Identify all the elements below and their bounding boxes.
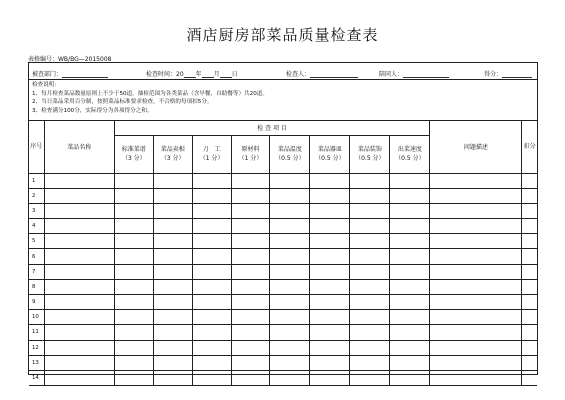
- entry-cell[interactable]: [192, 234, 231, 249]
- entry-cell[interactable]: [310, 173, 350, 188]
- entry-cell[interactable]: [390, 295, 430, 310]
- entry-cell[interactable]: [430, 234, 522, 249]
- inspection-sheet: [28, 62, 538, 382]
- inspector-label: 检查人：: [286, 71, 311, 78]
- entry-cell[interactable]: [231, 219, 270, 234]
- entry-cell[interactable]: [310, 310, 350, 325]
- entry-cell[interactable]: [310, 325, 350, 340]
- entry-cell[interactable]: [44, 340, 114, 355]
- entry-cell[interactable]: [350, 340, 390, 355]
- entry-cell[interactable]: [44, 188, 114, 203]
- year-blank[interactable]: [184, 72, 196, 78]
- row-number: 6: [29, 249, 44, 264]
- entry-cell[interactable]: [44, 325, 114, 340]
- entry-cell[interactable]: [231, 295, 270, 310]
- entry-cell[interactable]: [231, 264, 270, 279]
- entry-cell[interactable]: [270, 310, 310, 325]
- table-row: [29, 264, 537, 279]
- entry-cell[interactable]: [231, 310, 270, 325]
- entry-cell[interactable]: [114, 234, 153, 249]
- table-body: [29, 173, 537, 386]
- entry-cell[interactable]: [270, 203, 310, 218]
- entry-cell[interactable]: [270, 279, 310, 294]
- row-number: 4: [29, 219, 44, 234]
- row-number: 7: [29, 264, 44, 279]
- inspector-blank[interactable]: [310, 72, 358, 78]
- seq-header: 序号: [29, 121, 44, 173]
- entry-cell[interactable]: [153, 355, 192, 370]
- entry-cell[interactable]: [430, 188, 522, 203]
- entry-cell[interactable]: [270, 325, 310, 340]
- department-field: [32, 69, 108, 78]
- entry-cell[interactable]: [153, 203, 192, 218]
- entry-cell[interactable]: [153, 249, 192, 264]
- department-blank[interactable]: [62, 72, 108, 78]
- entry-cell[interactable]: [430, 264, 522, 279]
- entry-cell[interactable]: [310, 203, 350, 218]
- entry-cell[interactable]: [114, 173, 153, 188]
- entry-cell[interactable]: [430, 173, 522, 188]
- day-label: 日: [231, 71, 238, 78]
- entry-cell[interactable]: [390, 340, 430, 355]
- entry-cell[interactable]: [231, 249, 270, 264]
- entry-cell[interactable]: [350, 219, 390, 234]
- entry-cell[interactable]: [310, 295, 350, 310]
- entry-cell[interactable]: [44, 279, 114, 294]
- entry-cell[interactable]: [114, 203, 153, 218]
- inspection-notes: [32, 81, 532, 115]
- item-name: 出菜速度: [397, 146, 422, 153]
- entry-cell[interactable]: [114, 340, 153, 355]
- entry-cell[interactable]: [192, 355, 231, 370]
- entry-cell[interactable]: [430, 370, 522, 385]
- entry-cell[interactable]: [390, 355, 430, 370]
- entry-cell[interactable]: [270, 219, 310, 234]
- entry-cell[interactable]: [44, 355, 114, 370]
- item-name: 菜品卖相: [160, 146, 185, 153]
- entry-cell[interactable]: [350, 173, 390, 188]
- item-score: （1 分）: [238, 155, 263, 162]
- department-label: 被查部门：: [32, 71, 63, 78]
- entry-cell[interactable]: [114, 249, 153, 264]
- item-header-3: [192, 135, 231, 173]
- entry-cell[interactable]: [153, 310, 192, 325]
- entry-cell[interactable]: [522, 310, 537, 325]
- entry-cell[interactable]: [153, 279, 192, 294]
- entry-cell[interactable]: [231, 234, 270, 249]
- entry-cell[interactable]: [192, 295, 231, 310]
- entry-cell[interactable]: [390, 234, 430, 249]
- entry-cell[interactable]: [192, 173, 231, 188]
- entry-cell[interactable]: [44, 370, 114, 385]
- entry-cell[interactable]: [522, 173, 537, 188]
- accompany-field: [379, 69, 449, 78]
- row-number: 8: [29, 279, 44, 294]
- row-number: 2: [29, 188, 44, 203]
- inspection-table: [29, 120, 537, 386]
- entry-cell[interactable]: [192, 203, 231, 218]
- item-header-7: [350, 135, 390, 173]
- entry-cell[interactable]: [390, 279, 430, 294]
- entry-cell[interactable]: [522, 188, 537, 203]
- row-number: 9: [29, 295, 44, 310]
- entry-cell[interactable]: [390, 310, 430, 325]
- table-row: [29, 219, 537, 234]
- entry-cell[interactable]: [310, 234, 350, 249]
- item-header-4: [231, 135, 270, 173]
- entry-cell[interactable]: [350, 355, 390, 370]
- entry-cell[interactable]: [270, 355, 310, 370]
- notes-heading: 检查说明：: [32, 82, 60, 88]
- entry-cell[interactable]: [231, 188, 270, 203]
- entry-cell[interactable]: [522, 203, 537, 218]
- date-field: [146, 69, 238, 78]
- item-score: （1 分）: [199, 155, 224, 162]
- item-name: 菜品温度: [277, 146, 302, 153]
- entry-cell[interactable]: [350, 279, 390, 294]
- row-number: 3: [29, 203, 44, 218]
- entry-cell[interactable]: [430, 203, 522, 218]
- item-score: （0.5 分）: [315, 155, 345, 162]
- entry-cell[interactable]: [153, 173, 192, 188]
- dish-name-header: 菜品名称: [44, 121, 114, 173]
- entry-cell[interactable]: [522, 234, 537, 249]
- row-number: 1: [29, 173, 44, 188]
- entry-cell[interactable]: [430, 310, 522, 325]
- entry-cell[interactable]: [231, 203, 270, 218]
- item-header-2: [153, 135, 192, 173]
- entry-cell[interactable]: [350, 249, 390, 264]
- page-title: 酒店厨房部菜品质量检查表: [186, 26, 379, 44]
- item-name: 刀 工: [202, 146, 221, 153]
- score-field: [484, 69, 532, 78]
- month-blank[interactable]: [202, 72, 214, 78]
- entry-cell[interactable]: [192, 310, 231, 325]
- entry-cell[interactable]: [153, 370, 192, 385]
- entry-cell[interactable]: [390, 203, 430, 218]
- entry-cell[interactable]: [44, 234, 114, 249]
- entry-cell[interactable]: [192, 264, 231, 279]
- entry-cell[interactable]: [231, 173, 270, 188]
- entry-cell[interactable]: [350, 370, 390, 385]
- entry-cell[interactable]: [114, 264, 153, 279]
- table-row: [29, 249, 537, 264]
- entry-cell[interactable]: [44, 203, 114, 218]
- table-row: [29, 203, 537, 218]
- entry-cell[interactable]: [522, 264, 537, 279]
- entry-cell[interactable]: [44, 249, 114, 264]
- entry-cell[interactable]: [390, 188, 430, 203]
- entry-cell[interactable]: [350, 264, 390, 279]
- entry-cell[interactable]: [153, 340, 192, 355]
- entry-cell[interactable]: [522, 279, 537, 294]
- entry-cell[interactable]: [310, 370, 350, 385]
- table-row: [29, 310, 537, 325]
- entry-cell[interactable]: [114, 279, 153, 294]
- entry-cell[interactable]: [430, 219, 522, 234]
- entry-cell[interactable]: [231, 279, 270, 294]
- deduction-header: 扣分: [522, 121, 537, 173]
- entry-cell[interactable]: [350, 203, 390, 218]
- notes-line-3: 3、检查满分100分，实际得分为各项得分之和。: [32, 107, 153, 114]
- entry-cell[interactable]: [430, 295, 522, 310]
- entry-cell[interactable]: [192, 279, 231, 294]
- item-header-5: [270, 135, 310, 173]
- entry-cell[interactable]: [114, 325, 153, 340]
- entry-cell[interactable]: [430, 325, 522, 340]
- table-row: [29, 234, 537, 249]
- inspector-field: [286, 69, 358, 78]
- entry-cell[interactable]: [44, 310, 114, 325]
- accompany-label: 陪同人：: [379, 71, 404, 78]
- entry-cell[interactable]: [310, 249, 350, 264]
- row-number: 11: [29, 325, 44, 340]
- month-label: 月: [213, 71, 220, 78]
- entry-cell[interactable]: [153, 234, 192, 249]
- item-score: （3 分）: [160, 155, 185, 162]
- entry-cell[interactable]: [390, 219, 430, 234]
- table-row: [29, 295, 537, 310]
- entry-cell[interactable]: [522, 355, 537, 370]
- entry-cell[interactable]: [310, 188, 350, 203]
- notes-line-1: 1、每月检查菜品数量原则上不少于50道，抽检范围为各类菜品（含早餐、自助餐等）共20道。: [32, 90, 268, 97]
- entry-cell[interactable]: [153, 188, 192, 203]
- entry-cell[interactable]: [44, 173, 114, 188]
- entry-cell[interactable]: [44, 219, 114, 234]
- entry-cell[interactable]: [114, 370, 153, 385]
- entry-cell[interactable]: [44, 264, 114, 279]
- score-label: 得分：: [484, 71, 503, 78]
- entry-cell[interactable]: [522, 340, 537, 355]
- row-number: 5: [29, 234, 44, 249]
- entry-cell[interactable]: [522, 325, 537, 340]
- entry-cell[interactable]: [192, 340, 231, 355]
- row-number: 12: [29, 340, 44, 355]
- entry-cell[interactable]: [114, 355, 153, 370]
- score-blank[interactable]: [502, 72, 532, 78]
- issue-description-header: 问题描述: [430, 121, 522, 173]
- entry-cell[interactable]: [350, 310, 390, 325]
- entry-cell[interactable]: [153, 295, 192, 310]
- item-score: （0.5 分）: [355, 155, 385, 162]
- entry-cell[interactable]: [430, 279, 522, 294]
- day-blank[interactable]: [220, 72, 232, 78]
- entry-cell[interactable]: [522, 249, 537, 264]
- entry-cell[interactable]: [192, 188, 231, 203]
- table-row: [29, 173, 537, 188]
- entry-cell[interactable]: [153, 325, 192, 340]
- entry-cell[interactable]: [114, 219, 153, 234]
- document-number: 表格编号：WB/BG—2015008: [28, 56, 112, 63]
- entry-cell[interactable]: [522, 219, 537, 234]
- item-header-8: [390, 135, 430, 173]
- entry-cell[interactable]: [310, 340, 350, 355]
- item-header-1: [114, 135, 153, 173]
- notes-line-2: 2、当日菜品采用百分制，按照菜品标准要求检查，不合格的每项扣5分。: [32, 99, 213, 106]
- accompany-blank[interactable]: [403, 72, 449, 78]
- entry-cell[interactable]: [44, 295, 114, 310]
- entry-cell[interactable]: [270, 234, 310, 249]
- entry-cell[interactable]: [310, 219, 350, 234]
- entry-cell[interactable]: [310, 264, 350, 279]
- table-row: [29, 325, 537, 340]
- entry-cell[interactable]: [390, 264, 430, 279]
- entry-cell[interactable]: [153, 264, 192, 279]
- table-row: [29, 279, 537, 294]
- time-label: 检查时间：20: [146, 71, 184, 78]
- entry-cell[interactable]: [350, 295, 390, 310]
- entry-cell[interactable]: [430, 355, 522, 370]
- table-row: [29, 188, 537, 203]
- entry-cell[interactable]: [231, 370, 270, 385]
- table-row: [29, 340, 537, 355]
- entry-cell[interactable]: [310, 279, 350, 294]
- entry-cell[interactable]: [192, 325, 231, 340]
- entry-cell[interactable]: [430, 340, 522, 355]
- entry-cell[interactable]: [390, 325, 430, 340]
- entry-cell[interactable]: [231, 355, 270, 370]
- item-score: （0.5 分）: [395, 155, 425, 162]
- entry-cell[interactable]: [114, 188, 153, 203]
- entry-cell[interactable]: [114, 295, 153, 310]
- entry-cell[interactable]: [390, 370, 430, 385]
- entry-cell[interactable]: [270, 264, 310, 279]
- entry-cell[interactable]: [192, 219, 231, 234]
- entry-cell[interactable]: [270, 249, 310, 264]
- entry-cell[interactable]: [390, 173, 430, 188]
- entry-cell[interactable]: [350, 234, 390, 249]
- item-name: 原材料: [241, 146, 260, 153]
- entry-cell[interactable]: [114, 310, 153, 325]
- row-number: 14: [29, 370, 44, 385]
- table-row: [29, 370, 537, 385]
- entry-cell[interactable]: [430, 249, 522, 264]
- year-label: 年: [195, 71, 202, 78]
- entry-cell[interactable]: [270, 188, 310, 203]
- entry-cell[interactable]: [350, 325, 390, 340]
- item-name: 标准菜谱: [121, 146, 146, 153]
- entry-cell[interactable]: [231, 325, 270, 340]
- entry-cell[interactable]: [310, 355, 350, 370]
- item-score: （0.5 分）: [275, 155, 305, 162]
- entry-cell[interactable]: [522, 295, 537, 310]
- item-name: 菜品装饰: [357, 146, 382, 153]
- row-number: 10: [29, 310, 44, 325]
- inspection-items-header: 检 查 项 目: [114, 121, 430, 135]
- entry-cell[interactable]: [270, 173, 310, 188]
- entry-cell[interactable]: [522, 370, 537, 385]
- entry-cell[interactable]: [192, 370, 231, 385]
- item-header-6: [310, 135, 350, 173]
- entry-cell[interactable]: [231, 340, 270, 355]
- entry-cell[interactable]: [153, 219, 192, 234]
- entry-cell[interactable]: [270, 295, 310, 310]
- table-row: [29, 355, 537, 370]
- entry-cell[interactable]: [270, 340, 310, 355]
- item-score: （3 分）: [121, 155, 146, 162]
- header-info-row: [29, 63, 537, 80]
- row-number: 13: [29, 355, 44, 370]
- entry-cell[interactable]: [390, 249, 430, 264]
- entry-cell[interactable]: [192, 249, 231, 264]
- item-name: 菜品器皿: [317, 146, 342, 153]
- entry-cell[interactable]: [270, 370, 310, 385]
- entry-cell[interactable]: [350, 188, 390, 203]
